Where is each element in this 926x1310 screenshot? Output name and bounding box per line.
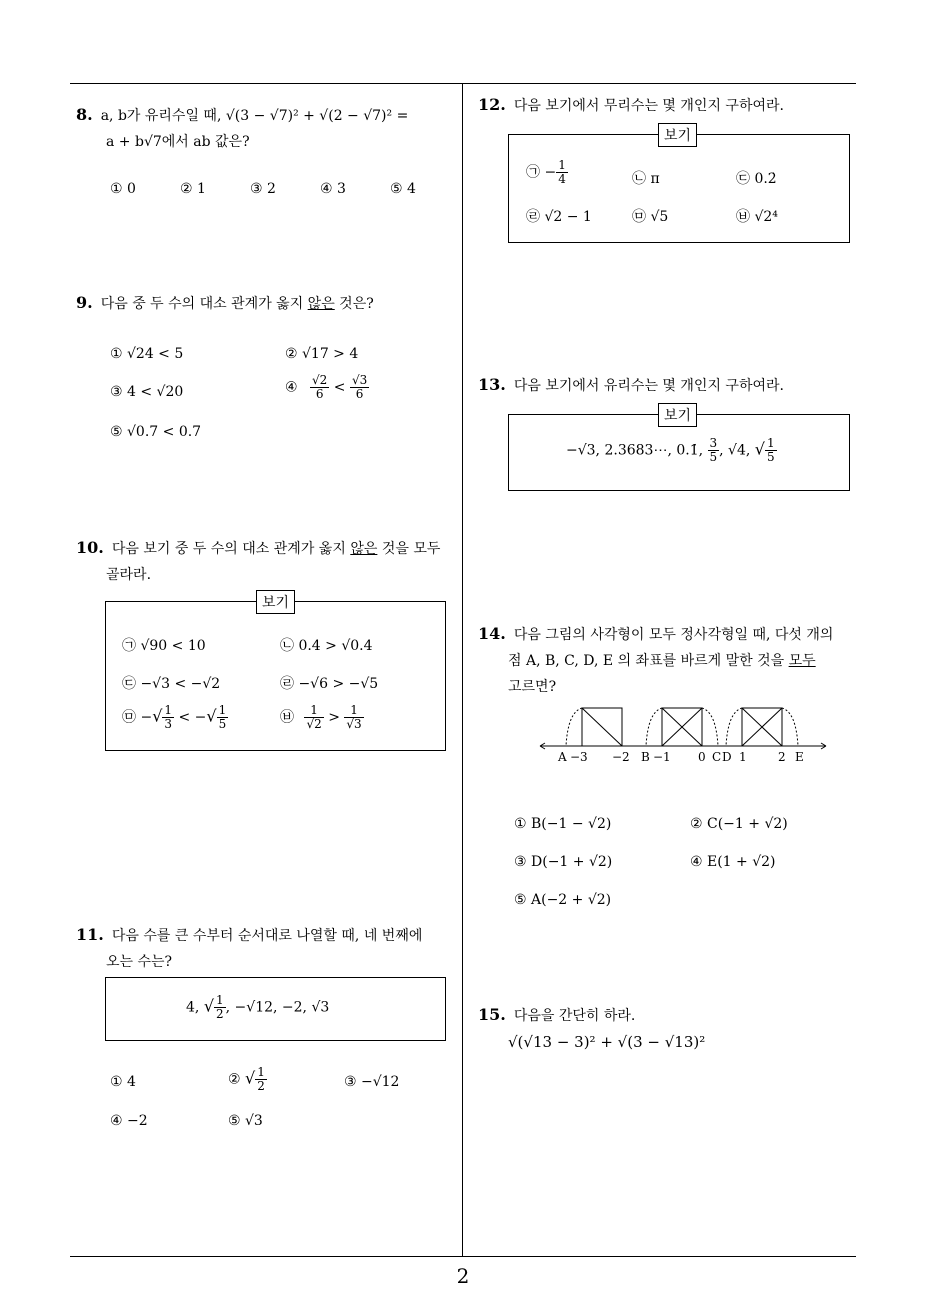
question-number: 12. [478, 95, 506, 114]
axis-arrow-right [820, 743, 826, 749]
numerator: 1 [164, 703, 173, 717]
denominator: 4 [558, 172, 566, 186]
question-number: 9. [76, 293, 93, 312]
column-divider [462, 83, 463, 1256]
numerator: √3 [351, 373, 368, 387]
example-item-1: ㉠ √90 < 10 [122, 638, 206, 654]
example-item-4: ㉣ √2 − 1 [526, 209, 592, 225]
example-item-1 [526, 159, 568, 186]
option-3[interactable]: ③ 2 [250, 181, 276, 197]
underlined-word: 않은 [350, 541, 378, 557]
question-8 [76, 102, 460, 155]
question-number: 8. [76, 105, 93, 124]
option-marker: ④ [285, 379, 298, 396]
arc-D [726, 708, 742, 746]
arc-C [702, 708, 718, 746]
fraction [765, 437, 777, 464]
numerator: 1 [257, 1065, 265, 1079]
denominator: 6 [315, 387, 324, 401]
number-items: −√3, 2.3683⋯, 0.1̇, [566, 442, 704, 459]
option-4[interactable]: ④ −2 [110, 1113, 148, 1129]
numerator: 1 [767, 436, 775, 450]
option-4[interactable] [285, 374, 369, 401]
operator: > [328, 709, 340, 726]
number-items: , √4, [719, 442, 751, 459]
expression: √(√13 − 3)² + √(3 − √13)² [508, 1033, 706, 1051]
underlined-word: 모두 [788, 653, 816, 669]
example-box [508, 134, 850, 243]
sqrt-sign: √ [203, 996, 215, 1016]
fraction [217, 704, 229, 731]
operator: < [333, 379, 346, 396]
option-2[interactable]: ② C(−1 + √2) [690, 816, 788, 832]
option-1[interactable]: ① B(−1 − √2) [514, 816, 612, 832]
question-text-end: 것을 모두 [377, 541, 441, 557]
axis-label-minus3: −3 [570, 750, 588, 764]
axis-label-A: A [558, 750, 567, 764]
question-text: 다음 그림의 사각형이 모두 정사각형일 때, 다섯 개의 [513, 627, 834, 643]
axis-label-D: D [722, 750, 732, 764]
fraction [556, 159, 568, 186]
question-11 [76, 922, 460, 975]
fraction [304, 704, 323, 731]
denominator: 2 [257, 1079, 265, 1093]
axis-label-2: 2 [778, 750, 786, 764]
example-item-2: ㉡ π [632, 171, 660, 187]
numerator: 1 [216, 993, 224, 1007]
question-text-3: 고르면? [508, 679, 557, 695]
item-marker: ㉥ [280, 709, 294, 726]
option-3[interactable]: ③ −√12 [344, 1074, 400, 1090]
question-text-2: 오는 수는? [106, 954, 173, 970]
option-5[interactable]: ⑤ √3 [228, 1113, 263, 1129]
fraction [708, 437, 720, 464]
sqrt-sign: √ [754, 439, 765, 459]
fraction [344, 704, 363, 731]
question-number: 10. [76, 538, 104, 557]
bottom-rule [70, 1256, 856, 1257]
option-5[interactable]: ⑤ 4 [390, 181, 416, 197]
arc-A [566, 708, 582, 746]
denominator: 3 [164, 717, 173, 731]
option-1[interactable]: ① √24 < 5 [110, 346, 184, 362]
denominator: 5 [767, 450, 775, 464]
operator: < − [178, 709, 207, 726]
axis-label-C: C [712, 750, 722, 764]
example-item-5 [122, 704, 228, 731]
question-number: 11. [76, 925, 104, 944]
fraction [310, 374, 329, 401]
axis-arrow-left [540, 743, 546, 749]
sqrt-sign: √ [152, 706, 163, 726]
question-text-2: 골라라. [106, 567, 152, 583]
option-5[interactable]: ⑤ A(−2 + √2) [514, 892, 612, 908]
example-box-label: 보기 [256, 590, 295, 614]
question-10 [76, 535, 460, 588]
question-number: 14. [478, 624, 506, 643]
axis-label-minus1: −1 [653, 750, 671, 764]
number-list [186, 994, 329, 1021]
option-3[interactable]: ③ 4 < √20 [110, 384, 184, 400]
question-text: 다음 보기에서 유리수는 몇 개인지 구하여라. [513, 378, 784, 394]
item-marker: ㉤ [122, 709, 136, 726]
option-marker: ② [228, 1071, 241, 1088]
axis-label-minus2: −2 [612, 750, 630, 764]
question-text: 다음 수를 큰 수부터 순서대로 나열할 때, 네 번째에 [111, 928, 423, 944]
number-items: , −√12, −2, √3 [225, 999, 330, 1016]
numerator: 3 [709, 436, 718, 450]
numerator: √2 [312, 373, 328, 387]
question-text: 다음 보기에서 무리수는 몇 개인지 구하여라. [513, 98, 784, 114]
denominator: 2 [216, 1007, 224, 1021]
numerator: 1 [304, 704, 323, 718]
question-12 [478, 92, 854, 119]
example-box-label: 보기 [658, 403, 697, 427]
question-text-end: 것은? [334, 296, 374, 312]
sqrt-sign: √ [245, 1068, 256, 1088]
example-item-5: ㉤ √5 [632, 209, 669, 225]
example-item-6 [280, 704, 364, 731]
axis-label-0: 0 [698, 750, 706, 764]
denominator: √2 [306, 717, 322, 731]
arc-B [646, 708, 662, 746]
fraction [350, 374, 369, 401]
option-1[interactable]: ① 0 [110, 181, 136, 197]
question-13 [478, 372, 854, 399]
question-text-2: a + b√7에서 ab 값은? [106, 134, 250, 150]
number-item: 4, [186, 999, 200, 1016]
question-text: 다음 중 두 수의 대소 관계가 옳지 [100, 296, 308, 312]
question-text-2: 점 A, B, C, D, E 의 좌표를 바르게 말한 것을 [508, 653, 789, 669]
denominator: √3 [346, 717, 362, 731]
example-item-3: ㉢ −√3 < −√2 [122, 676, 221, 692]
numerator: 1 [218, 703, 227, 717]
example-item-3: ㉢ 0.2̇ [736, 171, 777, 187]
axis-label-B: B [641, 750, 650, 764]
question-number: 15. [478, 1005, 506, 1024]
fraction [255, 1066, 267, 1093]
example-item-2: ㉡ 0.4 > √0.4 [280, 638, 373, 654]
numerator: 1 [558, 158, 566, 172]
operator: − [140, 709, 153, 726]
square-1-diagonal [582, 708, 622, 746]
example-content [566, 437, 777, 464]
fraction [162, 704, 174, 731]
option-2[interactable]: ② √17 > 4 [285, 346, 359, 362]
question-14 [478, 621, 862, 700]
question-9 [76, 290, 460, 317]
option-5[interactable]: ⑤ √0.7 < 0.7 [110, 424, 202, 440]
denominator: 5 [709, 450, 718, 464]
top-rule [70, 83, 856, 84]
page-number: 2 [456, 1264, 470, 1288]
option-4[interactable]: ④ E(1 + √2) [690, 854, 776, 870]
option-3[interactable]: ③ D(−1 + √2) [514, 854, 613, 870]
denominator: 6 [355, 387, 364, 401]
question-number: 13. [478, 375, 506, 394]
arc-E [782, 708, 798, 746]
denominator: 5 [218, 717, 227, 731]
number-line-figure [538, 700, 830, 770]
item-content: ㉠ − [526, 164, 557, 181]
numerator: 1 [344, 704, 363, 718]
example-box-label: 보기 [658, 123, 697, 147]
option-1[interactable]: ① 4 [110, 1074, 136, 1090]
question-text: 다음을 간단히 하라. [513, 1008, 636, 1024]
example-item-6: ㉥ √2⁴ [736, 209, 778, 225]
question-text: 다음 보기 중 두 수의 대소 관계가 옳지 [111, 541, 351, 557]
example-item-4: ㉣ −√6 > −√5 [280, 676, 379, 692]
option-2[interactable]: ② 1 [180, 181, 206, 197]
question-15 [478, 1002, 854, 1055]
underlined-word: 않은 [307, 296, 335, 312]
question-text: a, b가 유리수일 때, √(3 − √7)² + √(2 − √7)² = [100, 108, 409, 124]
axis-label-1: 1 [739, 750, 747, 764]
sqrt-sign: √ [206, 706, 217, 726]
option-4[interactable]: ④ 3 [320, 181, 346, 197]
option-2[interactable] [228, 1066, 267, 1093]
fraction [214, 994, 226, 1021]
axis-label-E: E [795, 750, 804, 764]
